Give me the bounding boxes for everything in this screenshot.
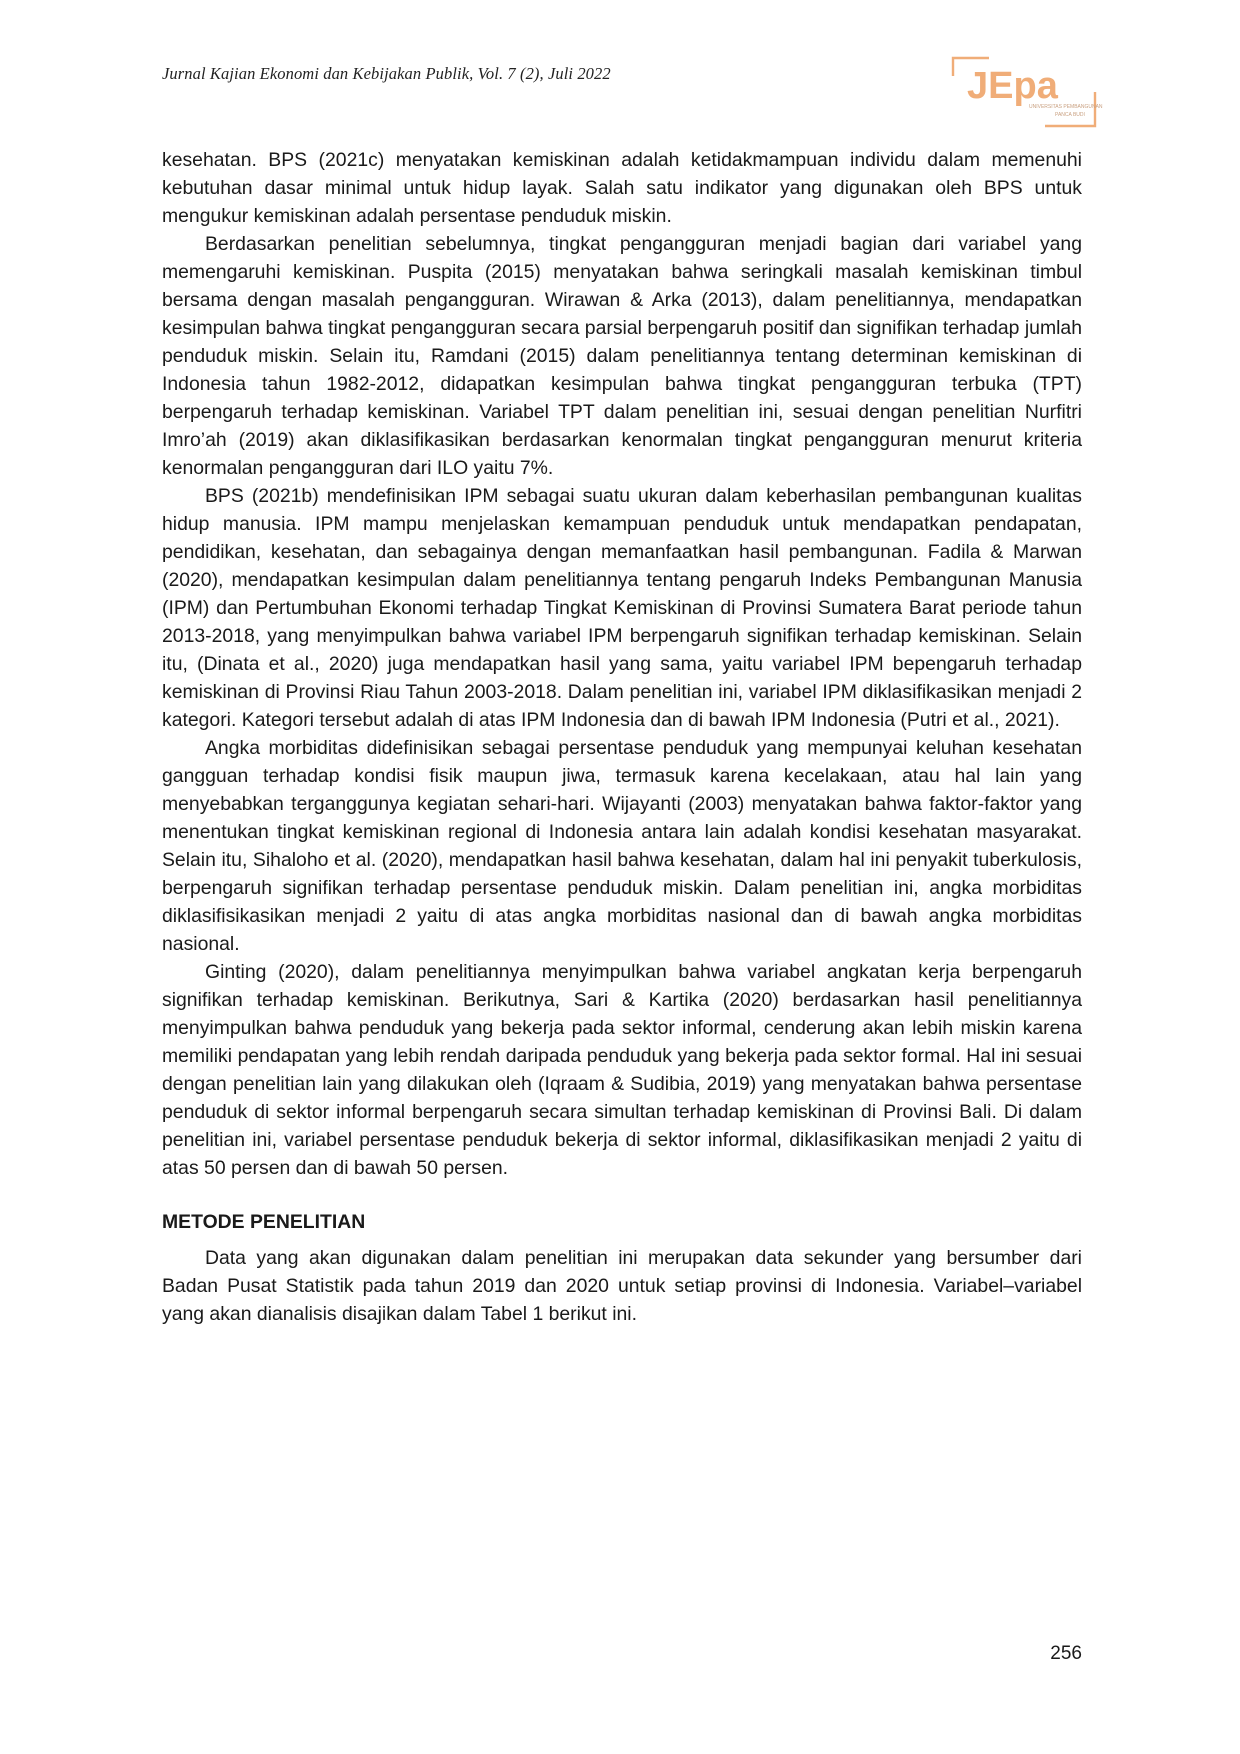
section-paragraph: Data yang akan digunakan dalam penelitian ini merupakan data sekunder yang bersumber dari Badan Pusat Statistik pada tahun 2019 dan 2020 untuk setiap provinsi di Indonesia. Variabel–variabel yang akan dianalisis disajikan dalam Tabel 1 berikut ini. (162, 1247, 1082, 1325)
body-paragraph-5: Ginting (2020), dalam penelitiannya menyimpulkan bahwa variabel angkatan kerja berpengaruh signifikan terhadap kemiskinan. Berikutnya, Sari & Kartika (2020) berdasarkan hasil penelitiannya menyimpulkan bahwa penduduk yang bekerja pada sektor informal, cenderung akan lebih miskin karena memiliki pendapatan yang lebih rendah daripada penduduk yang bekerja pada sektor formal. Hal ini sesuai dengan penelitian lain yang dilakukan oleh (Iqraam & Sudibia, 2019) yang menyatakan bahwa persentase penduduk di sektor informal berpengaruh secara simultan terhadap kemiskinan di Provinsi Bali. Di dalam penelitian ini, variabel persentase penduduk bekerja di sektor informal, diklasifikasikan menjadi 2 yaitu di atas 50 persen dan di bawah 50 persen. (162, 961, 1082, 1179)
body-paragraph-4: Angka morbiditas didefinisikan sebagai persentase penduduk yang mempunyai keluhan kesehatan gangguan terhadap kondisi fisik maupun jiwa, termasuk karena kecelakaan, atau hal lain yang menyebabkan terganggunya kegiatan sehari-hari. Wijayanti (2003) menyatakan bahwa faktor-faktor yang menentukan tingkat kemiskinan regional di Indonesia antara lain adalah kondisi kesehatan masyarakat. Selain itu, Sihaloho et al. (2020), mendapatkan hasil bahwa kesehatan, dalam hal ini penyakit tuberkulosis, berpengaruh signifikan terhadap persentase penduduk miskin. Dalam penelitian ini, angka morbiditas diklasifisikasikan menjadi 2 yaitu di atas angka morbiditas nasional dan di bawah angka morbiditas nasional. (162, 737, 1082, 955)
jepa-logo (945, 56, 1103, 128)
section-heading: METODE PENELITIAN (162, 1211, 366, 1233)
logo-wordmark: JEpa (967, 65, 1058, 107)
logo-subtext-1: UNIVERSITAS PEMBANGUNAN (1029, 104, 1103, 110)
body-paragraph-3: BPS (2021b) mendefinisikan IPM sebagai suatu ukuran dalam keberhasilan pembangunan kualitas hidup manusia. IPM mampu menjelaskan kemampuan penduduk untuk mendapatkan pendapatan, pendidikan, kesehatan, dan sebagainya dengan memanfaatkan hasil pembangunan. Fadila & Marwan (2020), mendapatkan kesimpulan dalam penelitiannya tentang pengaruh Indeks Pembangunan Manusia (IPM) dan Pertumbuhan Ekonomi terhadap Tingkat Kemiskinan di Provinsi Sumatera Barat periode tahun 2013-2018, yang menyimpulkan bahwa variabel IPM berpengaruh signifikan terhadap kemiskinan. Selain itu, (Dinata et al., 2020) juga mendapatkan hasil yang sama, yaitu variabel IPM bepengaruh terhadap kemiskinan di Provinsi Riau Tahun 2003-2018. Dalam penelitian ini, variabel IPM diklasifikasikan menjadi 2 kategori. Kategori tersebut adalah di atas IPM Indonesia dan di bawah IPM Indonesia (Putri et al., 2021). (162, 485, 1082, 731)
page-number: 256 (1050, 1643, 1082, 1664)
body-paragraph-2: Berdasarkan penelitian sebelumnya, tingkat pengangguran menjadi bagian dari variabel yang memengaruhi kemiskinan. Puspita (2015) menyatakan bahwa seringkali masalah kemiskinan timbul bersama dengan masalah pengangguran. Wirawan & Arka (2013), dalam penelitiannya, mendapatkan kesimpulan bahwa tingkat pengangguran secara parsial berpengaruh positif dan signifikan terhadap jumlah penduduk miskin. Selain itu, Ramdani (2015) dalam penelitiannya tentang determinan kemiskinan di Indonesia tahun 1982-2012, didapatkan kesimpulan bahwa tingkat pengangguran terbuka (TPT) berpengaruh terhadap kemiskinan. Variabel TPT dalam penelitian ini, sesuai dengan penelitian Nurfitri Imro’ah (2019) akan diklasifikasikan berdasarkan kenormalan tingkat pengangguran menurut kriteria kenormalan pengangguran dari ILO yaitu 7%. (162, 233, 1082, 479)
body-paragraph-1: kesehatan. BPS (2021c) menyatakan kemiskinan adalah ketidakmampuan individu dalam memenuhi kebutuhan dasar minimal untuk hidup layak. Salah satu indikator yang digunakan oleh BPS untuk mengukur kemiskinan adalah persentase penduduk miskin. (162, 149, 1082, 227)
logo-subtext-2: PANCA BUDI (1055, 112, 1085, 118)
running-head: Jurnal Kajian Ekonomi dan Kebijakan Publik, Vol. 7 (2), Juli 2022 (162, 64, 611, 83)
article-body (162, 146, 1082, 1328)
